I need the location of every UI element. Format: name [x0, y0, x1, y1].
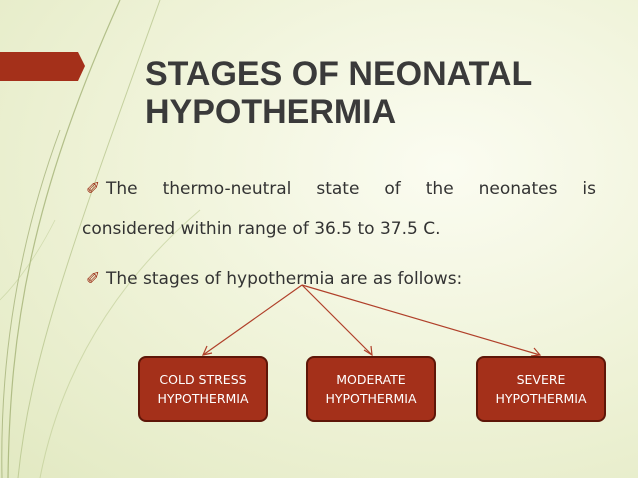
stage-label-line-2: HYPOTHERMIA: [325, 391, 417, 406]
stage-label-line-2: HYPOTHERMIA: [157, 391, 249, 406]
bullet-text: The thermo-neutral state of the neonates is: [106, 179, 596, 199]
pencil-icon: ✐: [86, 269, 101, 289]
slide-title-line-2: HYPOTHERMIA: [145, 93, 397, 131]
stage-label-line-1: MODERATE: [336, 372, 406, 387]
bullet-text-continued: considered within range of 36.5 to 37.5 C.: [82, 219, 441, 239]
bullet-text: The stages of hypothermia are as follows:: [106, 269, 463, 289]
bullet-item-2: [86, 265, 596, 293]
decor-curve: [0, 220, 55, 300]
stage-label-line-1: COLD STRESS: [159, 372, 247, 387]
bullet-item-1: [82, 169, 596, 249]
slide-title-line-1: STAGES OF NEONATAL: [145, 55, 533, 93]
stage-box-cold-stress: [138, 356, 268, 422]
bullet-line: [86, 169, 596, 209]
arrowhead: [531, 348, 540, 356]
decor-curve: [40, 210, 200, 478]
pencil-icon: ✐: [86, 179, 101, 199]
slide-title: [145, 55, 615, 131]
connector-line: [203, 285, 302, 355]
accent-tab: [0, 52, 85, 81]
stage-box-moderate: [306, 356, 436, 422]
stage-label-line-2: HYPOTHERMIA: [495, 391, 587, 406]
stage-label-line-1: SEVERE: [516, 372, 566, 387]
stage-box-severe: [476, 356, 606, 422]
